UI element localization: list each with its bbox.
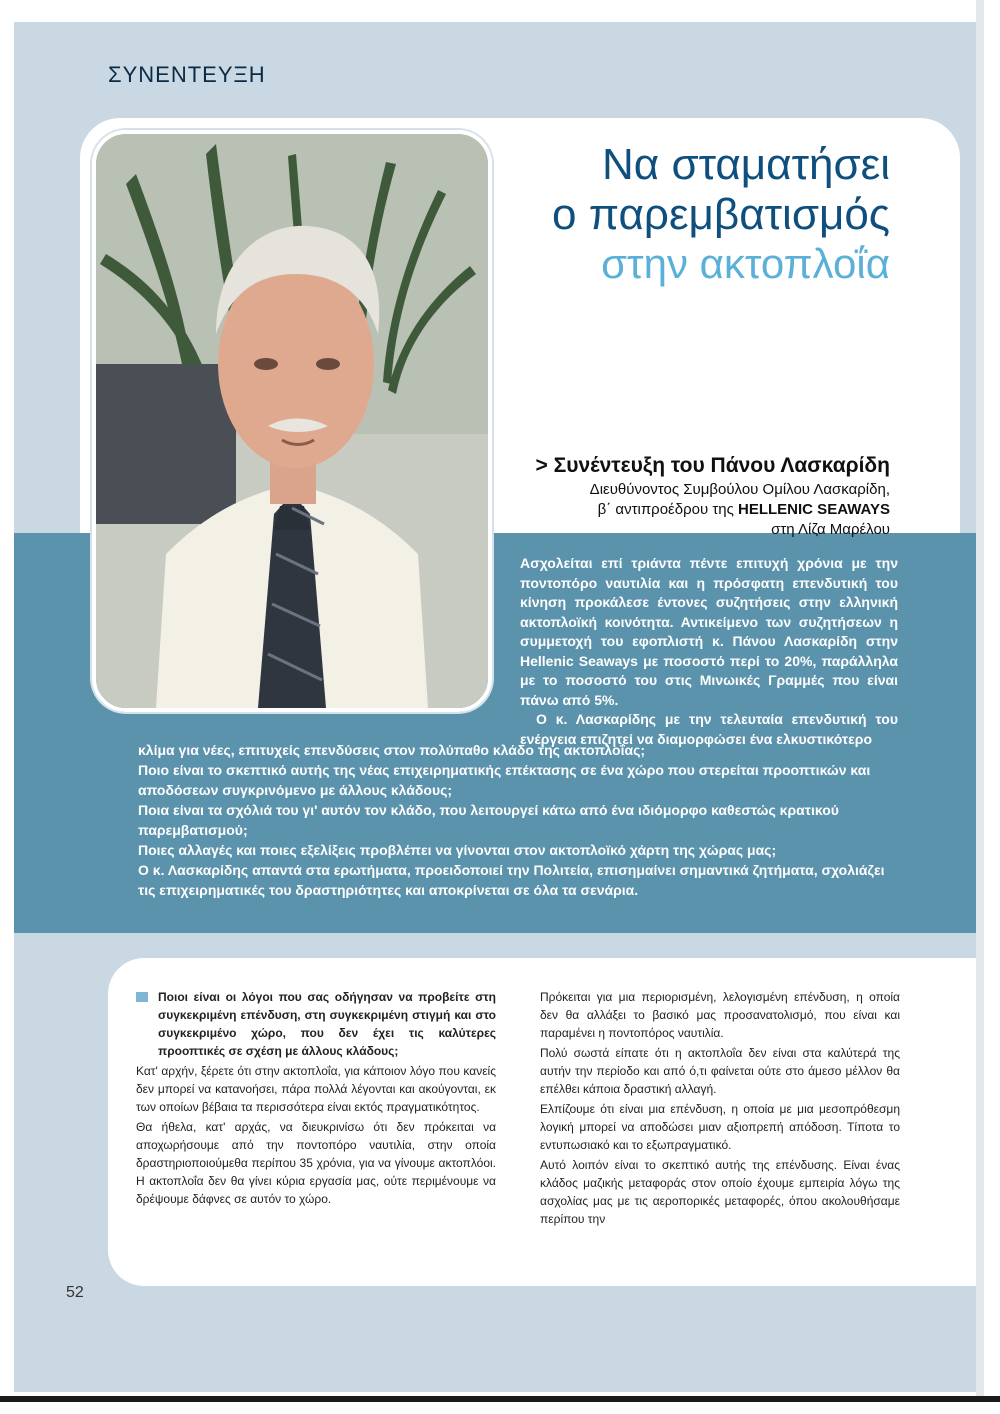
answer-paragraph-6: Αυτό λοιπόν είναι το σκεπτικό αυτής της επένδυσης. Είναι ένας κλάδος μαζικής μεταφοράς στον οποίο έχουμε εμπειρία λόγω της ασχολίας μας με τις αεροπορικές μεταφορές, όπου ακολουθήσαμε περίπου την	[540, 1158, 900, 1226]
answer-paragraph-4: Πολύ σωστά είπατε ότι η ακτοπλοΐα δεν είναι στα καλύτερά της αυτήν την περίοδο και από ό,τι φαίνεται ούτε στο άμεσο μέλλον θα επέλθει κάποια δραστική αλλαγή.	[540, 1046, 900, 1096]
title-line-3: στην ακτοπλοΐα	[601, 240, 890, 287]
page-edge	[976, 0, 984, 1396]
article-title	[552, 140, 890, 288]
portrait-photo	[92, 130, 492, 712]
intro-text	[520, 554, 898, 749]
answer-paragraph-5: Ελπίζουμε ότι είναι μια επένδυση, η οποία με μια μεσοπρόθεσμη λογική μπορεί να αποδώσει μιαν αξιοπρεπή απόδοση. Τίποτα το εντυπωσιακό και το εξωπραγματικό.	[540, 1102, 900, 1152]
byline-company: HELLENIC SEAWAYS	[738, 501, 890, 518]
intro-paragraph-2: Ο κ. Λασκαρίδης με την τελευταία επενδυτική του ενέργεια επιζητεί να διαμορφώσει ένα ελκυστικότερο	[520, 711, 898, 747]
body-column-left	[136, 988, 496, 1210]
page-number: 52	[66, 1284, 84, 1301]
question	[136, 988, 496, 1060]
intro-paragraph-3: κλίμα για νέες, επιτυχείς επενδύσεις στον πολύπαθο κλάδο της ακτοπλοΐας;	[138, 742, 646, 758]
answer-paragraph-3: Πρόκειται για μια περιορισμένη, λελογισμένη επένδυση, η οποία δεν θα αλλάξει το βασικό μας προσανατολισμό, που είναι και παραμένει η ποντοπόρος ναυτιλία.	[540, 990, 900, 1040]
answer-paragraph-1: Κατ' αρχήν, ξέρετε ότι στην ακτοπλοΐα, για κάποιον λόγο που κανείς δεν μπορεί να κατανοήσει, πάρα πολλά λέγονται και ακούγονται, εκ των οποίων βέβαια τα περισσότερα είναι εκτός πραγματικότητος.	[136, 1064, 496, 1114]
intro-paragraph-1: Ασχολείται επί τριάντα πέντε επιτυχή χρόνια με την ποντοπόρο ναυτιλία και η πρόσφατη επενδυτική του κίνηση προκάλεσε έντονες συζητήσεις στην ελληνική ακτοπλοϊκή κοινότητα. Αντικείμενο των συζητήσεων η συμμετοχή του εφοπλιστή κ. Πάνου Λασκαρίδη στην Hellenic Seaways με ποσοστό περί το 20%, παράλληλα με το ποσοστό του στις Μινωικές Γραμμές που είναι πάνω από 5%.	[520, 555, 898, 708]
byline	[536, 452, 890, 540]
title-line-2: ο παρεμβατισμός	[552, 190, 890, 239]
intro-questions	[138, 740, 898, 900]
answer-paragraph-2: Θα ήθελα, κατ' αρχάς, να διευκρινίσω ότι δεν πρόκειται να αποχωρήσουμε από την ποντοπόρο ναυτιλία, στην οποία δραστηριοποιούμεθα περίπου 35 χρόνια, για να γίνουμε ακτοπλόοι. Η ακτοπλοΐα δεν θα γίνει κύρια εργασία μας, ούτε περιμένουμε να δρέψουμε δάφνες σε αυτόν το χώρο.	[136, 1120, 496, 1206]
byline-interview: > Συνέντευξη του Πάνου Λασκαρίδη	[535, 454, 890, 477]
square-bullet-icon	[136, 992, 148, 1002]
byline-role: Διευθύνοντος Συμβούλου Ομίλου Λασκαρίδη,	[589, 481, 890, 498]
title-line-1: Να σταματήσει	[602, 140, 890, 189]
byline-role-prefix: β΄ αντιπροέδρου της	[597, 501, 734, 518]
scan-bottom-strip	[0, 1396, 1000, 1402]
intro-paragraph-4: Ποιο είναι το σκεπτικό αυτής της νέας επιχειρηματικής επέκτασης σε ένα χώρο που στερείται προοπτικών και αποδόσεων συγκρινόμενο με άλλους κλάδους;	[138, 762, 871, 798]
question-text: Ποιοι είναι οι λόγοι που σας οδήγησαν να προβείτε στη συγκεκριμένη επένδυση, στη συγκεκριμένη στιγμή και στο συγκεκριμένο χώρο, που δεν έχει τις καλύτερες προοπτικές σε σχέση με άλλους κλάδους;	[158, 990, 496, 1058]
byline-role-2	[536, 500, 890, 520]
intro-paragraph-5: Ποια είναι τα σχόλιά του γι' αυτόν τον κλάδο, που λειτουργεί κάτω από ένα ιδιόμορφο καθεστώς κρατικού παρεμβατισμού;	[138, 802, 839, 838]
section-label: ΣΥΝΕΝΤΕΥΞΗ	[108, 62, 266, 87]
byline-author: στη Λίζα Μαρέλου	[771, 521, 890, 538]
portrait-illustration	[96, 134, 488, 708]
intro-paragraph-6: Ποιες αλλαγές και ποιες εξελίξεις προβλέπει να γίνονται στον ακτοπλοϊκό χάρτη της χώρας μας;	[138, 842, 777, 858]
intro-paragraph-7: Ο κ. Λασκαρίδης απαντά στα ερωτήματα, προειδοποιεί την Πολιτεία, επισημαίνει σημαντικά ζητήματα, σχολιάζει τις επιχειρηματικές του δραστηριότητες και αποκρίνεται σε όλα τα σενάρια.	[138, 862, 885, 898]
body-column-right	[540, 988, 900, 1230]
